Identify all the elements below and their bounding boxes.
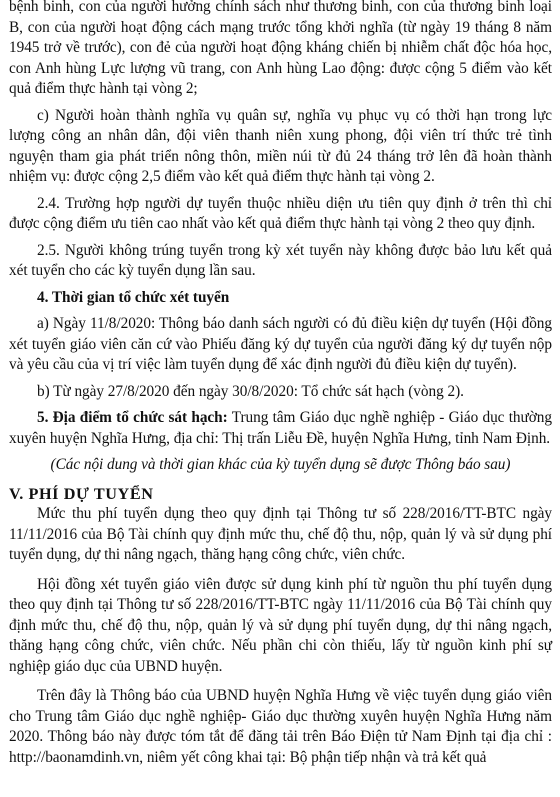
paragraph-4b: b) Từ ngày 27/8/2020 đến ngày 30/8/2020: Tổ chức sát hạch (vòng 2). <box>37 382 464 400</box>
section-5-label: 5. Địa điểm tổ chức sát hạch: <box>37 409 228 426</box>
paragraph-2-5: 2.5. Người không trúng tuyển trong kỳ xét tuyển này không được bảo lưu kết quả xét tuyển cho các kỳ tuyển dụng lần sau. <box>9 241 552 279</box>
paragraph-2-4: 2.4. Trường hợp người dự tuyển thuộc nhiều diện ưu tiên quy định ở trên thì chỉ được cộng điểm ưu tiên cao nhất vào kết quả điểm thực hành tại vòng 2 theo quy định. <box>9 194 552 232</box>
note-other-content: (Các nội dung và thời gian khác của kỳ tuyển dụng sẽ được Thông báo sau) <box>50 456 511 473</box>
section-5-text: Trung tâm Giáo dục nghề nghiệp - Giáo dục thường xuyên huyện Nghĩa Hưng, địa chỉ: Thị trấn Liễu Đề, huyện Nghĩa Hưng, tỉnh Nam Định. <box>9 409 552 447</box>
heading-section-V: V. PHÍ DỰ TUYỂN <box>9 484 154 503</box>
paragraph-fee-2: Hội đồng xét tuyển giáo viên được sử dụng kinh phí từ nguồn thu phí tuyển dụng theo quy định tại Thông tư số 228/2016/TT-BTC ngày 11/11/2016 của Bộ Tài chính quy định mức thu, chế độ thu, nộp, quản lý và sử dụng phí tuyển dụng, dự thi nâng ngạch, thăng hạng công chức, viên chức. Nếu phần chi còn thiếu, lấy từ nguồn kinh phí sự nghiệp giáo dục của UBND huyện. <box>9 575 552 675</box>
paragraph-closing: Trên đây là Thông báo của UBND huyện Nghĩa Hưng về việc tuyển dụng giáo viên cho Trung tâm Giáo dục nghề nghiệp- Giáo dục thường xuyên huyện Nghĩa Hưng năm 2020. Thông báo này được tóm tắt để đăng tải trên Báo Điện tử Nam Định tại địa chỉ : http://baonamdinh.vn, niêm yết công khai tại: Bộ phận tiếp nhận và trả kết quả <box>9 687 552 766</box>
paragraph-4a: a) Ngày 11/8/2020: Thông báo danh sách người có đủ điều kiện dự tuyển (Hội đồng xét tuyển giáo viên căn cứ vào Phiếu đăng ký dự tuyển của người đăng ký dự tuyển nộp và yêu cầu của vị trí việc làm tuyển dụng để xác định người đủ điều kiện dự tuyển). <box>9 315 552 373</box>
paragraph-priority-b-continued: bệnh binh, con của người hưởng chính sách như thương binh, con của thương binh loại B, con của người hoạt động cách mạng trước tổng khởi nghĩa (từ ngày 19 tháng 8 năm 1945 trở về trước), con đẻ của người hoạt động kháng chiến bị nhiễm chất độc hóa học, con Anh hùng Lực lượng vũ trang, con Anh hùng Lao động: được cộng 5 điểm vào kết quả điểm thực hành tại vòng 2; <box>9 0 552 97</box>
paragraph-fee-1: Mức thu phí tuyển dụng theo quy định tại Thông tư số 228/2016/TT-BTC ngày 11/11/2016 của Bộ Tài chính quy định mức thu, chế độ thu, nộp, quản lý và sử dụng phí tuyển dụng, dự thi nâng ngạch, thăng hạng công chức, viên chức. <box>9 505 552 563</box>
heading-section-4: 4. Thời gian tổ chức xét tuyển <box>37 288 230 306</box>
paragraph-priority-c: c) Người hoàn thành nghĩa vụ quân sự, nghĩa vụ phục vụ có thời hạn trong lực lượng công an nhân dân, đội viên thanh niên xung phong, đội viên trí thức trẻ tình nguyện tham gia phát triển nông thôn, miền núi từ đủ 24 tháng trở lên đã hoàn thành nhiệm vụ: được cộng 2,5 điểm vào kết quả điểm thực hành tại vòng 2. <box>9 106 552 185</box>
paragraph-section-5 <box>9 408 552 449</box>
